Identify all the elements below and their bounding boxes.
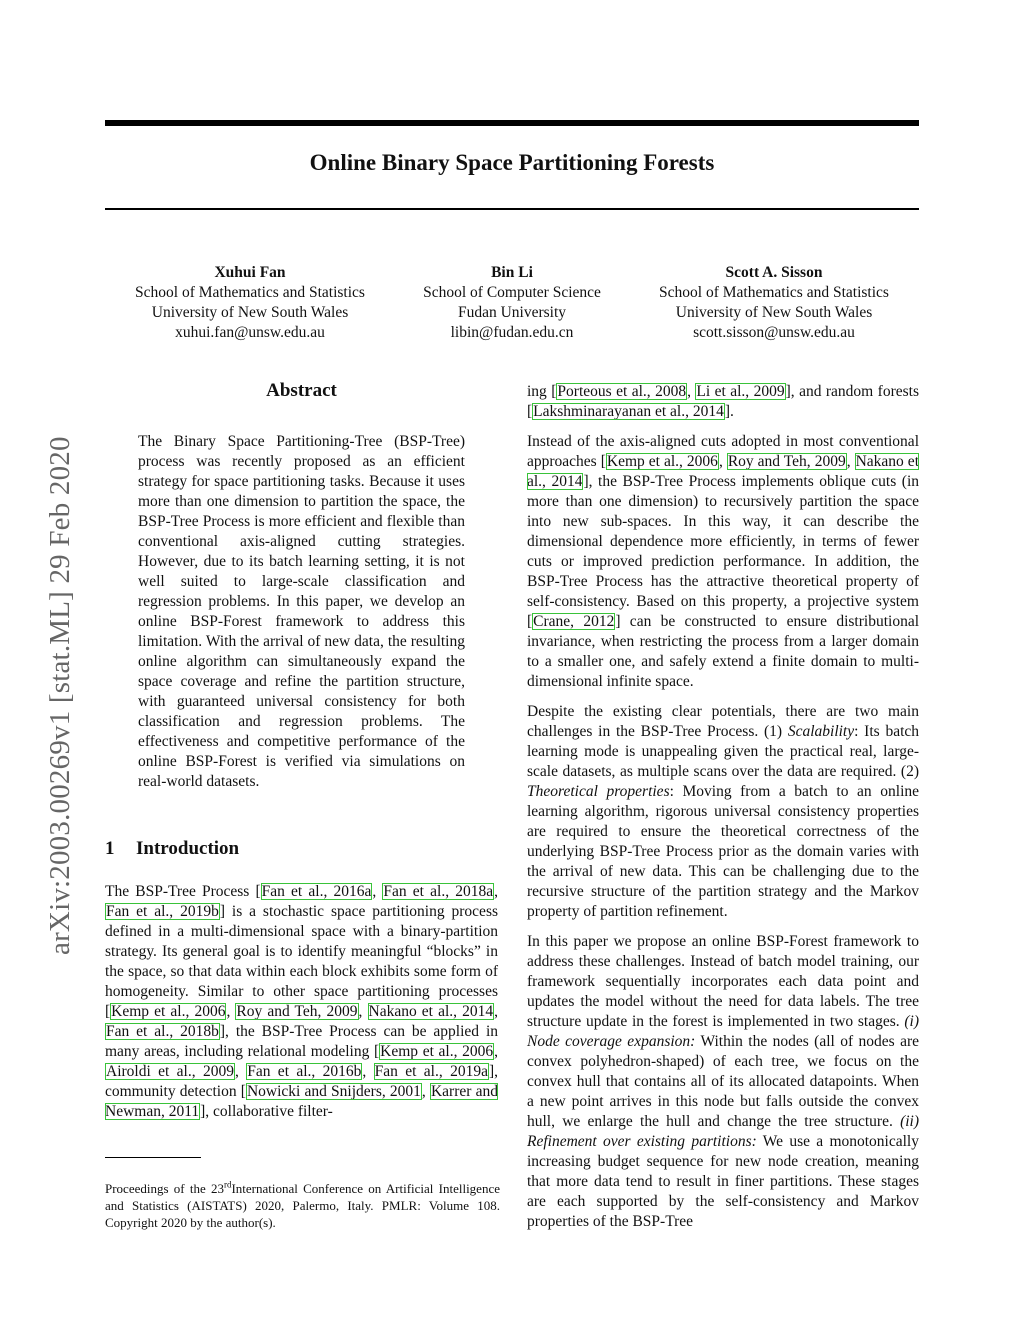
citation-link[interactable]: Nowicki and Snijders, 2001 xyxy=(246,1083,421,1100)
section-heading xyxy=(105,838,239,860)
right-column xyxy=(527,382,919,1232)
paper-title: Online Binary Space Partitioning Forests xyxy=(309,150,715,175)
citation-link[interactable]: Kemp et al., 2006 xyxy=(380,1043,494,1060)
citation-link[interactable]: Roy and Teh, 2009 xyxy=(236,1003,358,1020)
paragraph: In this paper we propose an online BSP-Forest framework to address these challenges. Instead of batch model training, our framework sequentially incorporates each data point and updates the model without the need for data labels. The tree structure update in the forest is implemented in two stages. (i) Node coverage expansion: Within the nodes (all of nodes are convex polyhedron-shaped) of each tree, we focus on the convex hull that contains all of its allocated datapoints. When a new point arrives in this node but falls outside the convex hull, we enlarge the hull and change the tree structure. (ii) Refinement over existing partitions: We use a monotonically increasing budget sequence for new node creation, meaning that more data tend to result in finer partitions. These stages are each supported by the self-consistency and Markov properties of the BSP-Tree xyxy=(527,933,919,1230)
citation-link[interactable]: Fan et al., 2018b xyxy=(106,1023,219,1040)
author-inst: Fudan University xyxy=(457,304,567,321)
citation-link[interactable]: Nakano et al., 2014 xyxy=(368,1003,494,1020)
intro-paragraph: The BSP-Tree Process [Fan et al., 2016a, Fan et al., 2018a, Fan et al., 2019b] is a stochastic space partitioning process defined in a multi-dimensional space with a binary-partition strategy. Its general goal is to identify meaningful “blocks” in the space, so that data within each block exhibits some form of homogeneity. Similar to other space partitioning processes [Kemp et al., 2006, Roy and Teh, 2009, Nakano et al., 2014, Fan et al., 2018b], the BSP-Tree Process can be applied in many areas, including relational modeling [Kemp et al., 2006, Airoldi et al., 2009, Fan et al., 2016b, Fan et al., 2019a], community detection [Nowicki and Snijders, 2001, Karrer and Newman, 2011], collaborative filter- xyxy=(105,883,499,1120)
author-name: Bin Li xyxy=(491,264,533,281)
title-rule xyxy=(105,208,919,210)
author-dept: School of Computer Science xyxy=(423,284,601,301)
paragraph: Despite the existing clear potentials, there are two main challenges in the BSP-Tree Process. (1) Scalability: Its batch learning mode is unappealing given the practical real, large-scale datasets, as multiple scans over the data are required. (2) Theoretical properties: Moving from a batch to an online learning algorithm, rigorous universal consistency properties are required to ensure the theoretical correctness of the underlying BSP-Tree Process prior as the domain varies with the arrival of new data. This can be challenging due to the recursive structure of the partition strategy and the Markov property of partition refinement. xyxy=(527,703,920,920)
arxiv-identifier: arXiv:2003.00269v1 [stat.ML] 29 Feb 2020 xyxy=(43,436,76,955)
footnote: Proceedings of the 23rdInternational Conference on Artificial Intelligence and Statistics (AISTATS) 2020, Palermo, Italy. PMLR: Volume 108. Copyright 2020 by the author(s). xyxy=(105,1179,500,1230)
citation-link[interactable]: Fan et al., 2016b xyxy=(247,1063,362,1080)
abstract-text xyxy=(138,432,465,792)
author-block xyxy=(100,263,400,343)
author-email: xuhui.fan@unsw.edu.au xyxy=(175,324,325,341)
author-dept: School of Mathematics and Statistics xyxy=(659,284,889,301)
citation-link[interactable]: Li et al., 2009 xyxy=(696,383,785,400)
author-name: Scott A. Sisson xyxy=(725,264,823,281)
citation-link[interactable]: Fan et al., 2018a xyxy=(383,883,494,900)
citation-link[interactable]: Porteous et al., 2008 xyxy=(557,383,687,400)
top-rule xyxy=(105,120,919,126)
section-number: 1 xyxy=(105,838,115,859)
author-block xyxy=(362,263,662,343)
citation-link[interactable]: Kemp et al., 2006 xyxy=(606,453,718,470)
author-email: libin@fudan.edu.cn xyxy=(450,324,574,341)
citation-link[interactable]: Karrer and Newman, 2011 xyxy=(105,1083,498,1120)
author-inst: University of New South Wales xyxy=(151,304,349,321)
citation-link[interactable]: Nakano et al., 2014 xyxy=(527,453,919,490)
citation-link[interactable]: Crane, 2012 xyxy=(533,613,615,630)
author-dept: School of Mathematics and Statistics xyxy=(135,284,365,301)
citation-link[interactable]: Kemp et al., 2006 xyxy=(111,1003,226,1020)
abstract-paragraph: The Binary Space Partitioning-Tree (BSP-Tree) process was recently proposed as an efficient strategy for space partitioning tasks. Because it uses more than one dimension to partition the space, the BSP-Tree Process is more efficient and flexible than conventional axis-aligned cutting strategies. However, due to its batch learning setting, it is not well suited to large-scale classification and regression problems. In this paper, we develop an online BSP-Forest framework to address this limitation. With the arrival of new data, the resulting online algorithm can simultaneously expand the space coverage and refine the partition structure, with guaranteed universal consistency for both classification and regression problems. The effectiveness and competitive performance of the online BSP-Forest is verified via simulations on real-world datasets. xyxy=(138,433,465,790)
author-block xyxy=(624,263,924,343)
author-inst: University of New South Wales xyxy=(675,304,873,321)
citation-link[interactable]: Fan et al., 2019a xyxy=(374,1063,488,1080)
citation-link[interactable]: Roy and Teh, 2009 xyxy=(727,453,846,470)
citation-link[interactable]: Airoldi et al., 2009 xyxy=(106,1063,234,1080)
footnote-rule xyxy=(105,1157,201,1158)
abstract-heading: Abstract xyxy=(266,380,337,401)
paragraph: ing [Porteous et al., 2008, Li et al., 2009], and random forests [Lakshminarayanan et al., 2014]. xyxy=(527,383,920,420)
citation-link[interactable]: Lakshminarayanan et al., 2014 xyxy=(533,403,724,420)
citation-link[interactable]: Fan et al., 2016a xyxy=(261,883,372,900)
paragraph: Instead of the axis-aligned cuts adopted in most conventional approaches [Kemp et al., 2006, Roy and Teh, 2009, Nakano et al., 2014], the BSP-Tree Process implements oblique cuts (in more than one dimension) to recursively partition the space into new sub-spaces. In this way, it can describe the dimensional dependence more efficiently, in terms of fewer cuts or improved prediction performance. In addition, the BSP-Tree Process has the attractive theoretical property of self-consistency. Based on this property, a projective system [Crane, 2012] can be constructed to ensure distributional invariance, when restricting the process from a larger domain to a smaller one, and safely extend a finite domain to multi-dimensional infinite space. xyxy=(527,433,920,690)
citation-link[interactable]: Fan et al., 2019b xyxy=(106,903,219,920)
section-title: Introduction xyxy=(136,838,240,859)
author-email: scott.sisson@unsw.edu.au xyxy=(693,324,855,341)
author-name: Xuhui Fan xyxy=(214,264,286,281)
